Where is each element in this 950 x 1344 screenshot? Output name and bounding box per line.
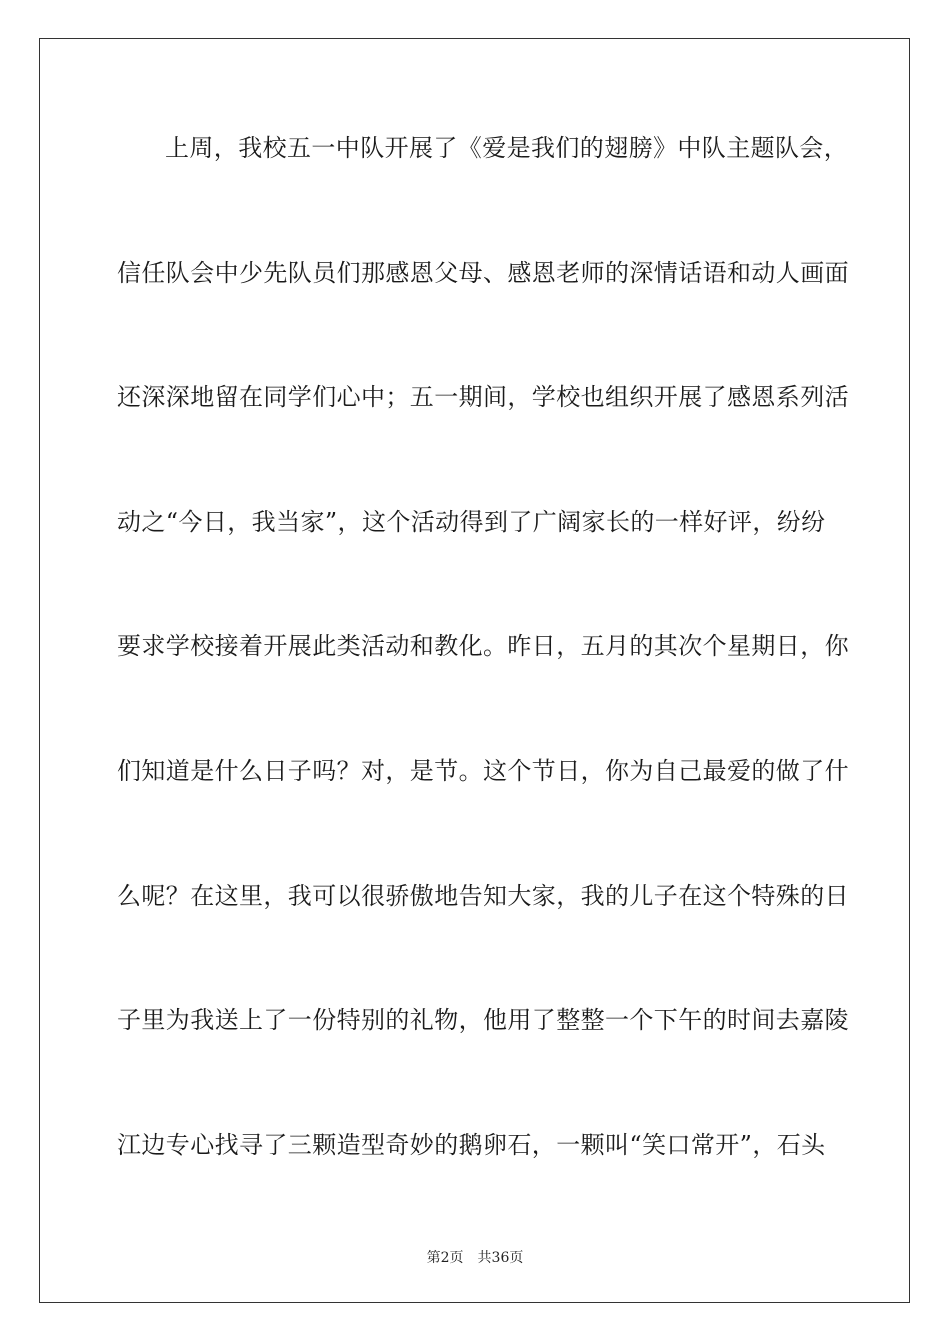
page-number: 第2页 [426,1250,464,1266]
paragraph-line: 动之“今日，我当家”，这个活动得到了广阔家长的一样好评，纷纷 [117,507,826,536]
page-footer [0,1247,950,1267]
paragraph-line: 们知道是什么日子吗？对，是节。这个节日，你为自己最爱的做了什 [117,756,849,785]
paragraph-line: 上周，我校五一中队开展了《爱是我们的翅膀》中队主题队会， [165,134,849,162]
body-text [117,130,849,1251]
paragraph-line: 要求学校接着开展此类活动和教化。昨日，五月的其次个星期日，你 [117,632,849,661]
page-total: 共36页 [477,1250,524,1266]
paragraph-line: 还深深地留在同学们心中；五一期间，学校也组织开展了感恩系列活 [117,383,849,412]
paragraph-line: 么呢？在这里，我可以很骄傲地告知大家，我的儿子在这个特殊的日 [117,881,849,910]
paragraph-line: 信任队会中少先队员们那感恩父母、感恩老师的深情话语和动人画面 [117,258,849,287]
paragraph-line: 子里为我送上了一份特别的礼物，他用了整整一个下午的时间去嘉陵 [117,1006,849,1035]
paragraph-line: 江边专心找寻了三颗造型奇妙的鹅卵石，一颗叫“笑口常开”，石头 [117,1130,826,1159]
